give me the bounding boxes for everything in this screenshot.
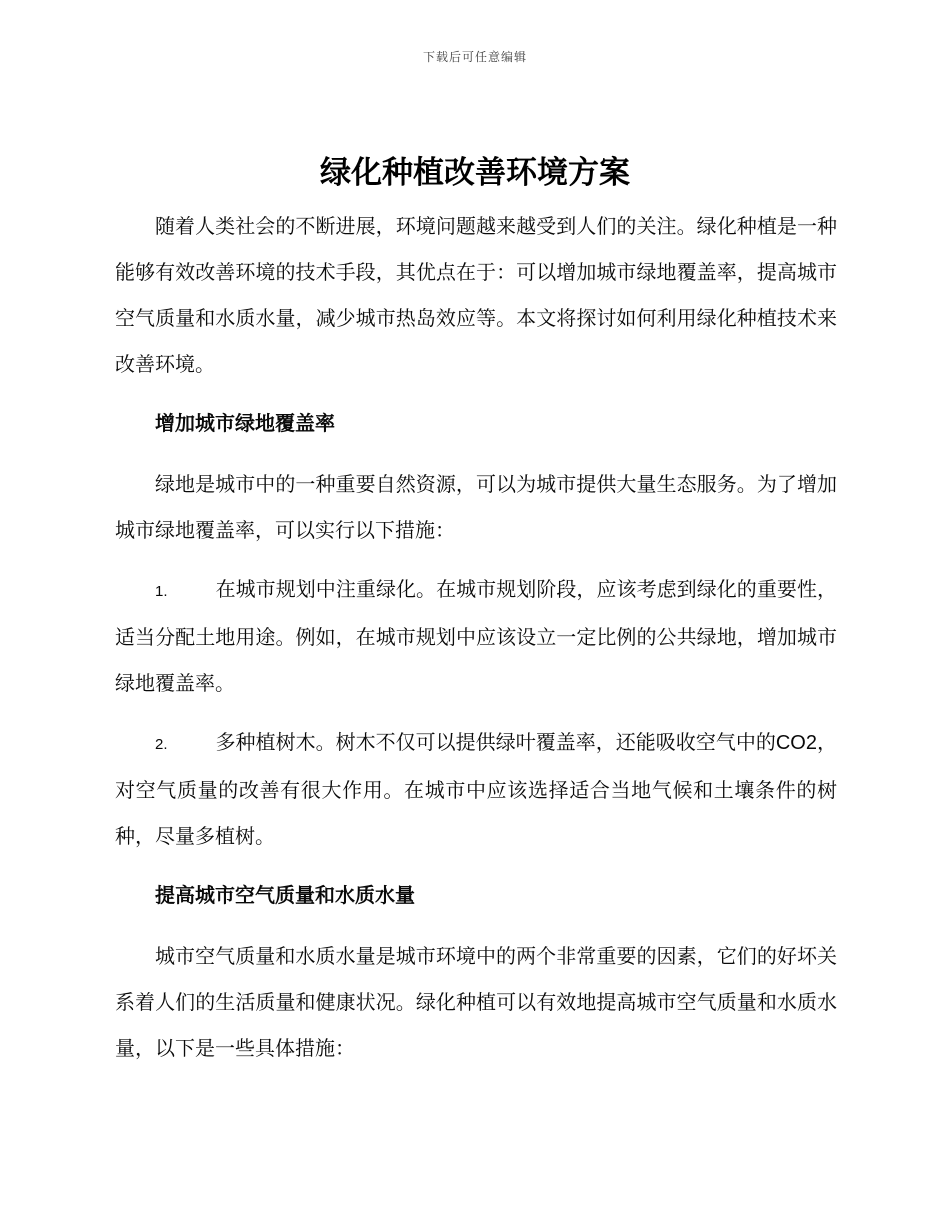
header-watermark-note: 下载后可任意编辑: [422, 50, 527, 64]
list-item-1: [115, 567, 837, 707]
section2-lead-paragraph: 城市空气质量和水质水量是城市环境中的两个非常重要的因素，它们的好坏关系着人们的生活质量和健康状况。绿化种植可以有效地提高城市空气质量和水质水量，以下是一些具体措施：: [115, 946, 837, 1060]
section1-heading: 增加城市绿地覆盖率: [155, 413, 335, 435]
list-item-2-number: 2.: [155, 736, 168, 753]
section1-lead-paragraph: 绿地是城市中的一种重要自然资源，可以为城市提供大量生态服务。为了增加城市绿地覆盖率，可以实行以下措施：: [115, 474, 837, 542]
list-item-1-text: 在城市规划中注重绿化。在城市规划阶段，应该考虑到绿化的重要性，适当分配土地用途。例如，在城市规划中应该设立一定比例的公共绿地，增加城市绿地覆盖率。: [115, 579, 837, 695]
document-title: 绿化种植改善环境方案: [320, 155, 630, 190]
intro-paragraph: 随着人类社会的不断进展，环境问题越来越受到人们的关注。绿化种植是一种能够有效改善环境的技术手段，其优点在于：可以增加城市绿地覆盖率，提高城市空气质量和水质水量，减少城市热岛效应等。本文将探讨如何利用绿化种植技术来改善环境。: [115, 216, 837, 376]
list-item-2: [115, 720, 837, 860]
section2-heading: 提高城市空气质量和水质水量: [155, 885, 415, 907]
list-item-2-text: 多种植树木。树木不仅可以提供绿叶覆盖率，还能吸收空气中的CO2，对空气质量的改善有很大作用。在城市中应该选择适合当地气候和土壤条件的树种，尽量多植树。: [115, 732, 837, 848]
document-body: [115, 204, 837, 1085]
list-item-1-number: 1.: [155, 583, 168, 600]
